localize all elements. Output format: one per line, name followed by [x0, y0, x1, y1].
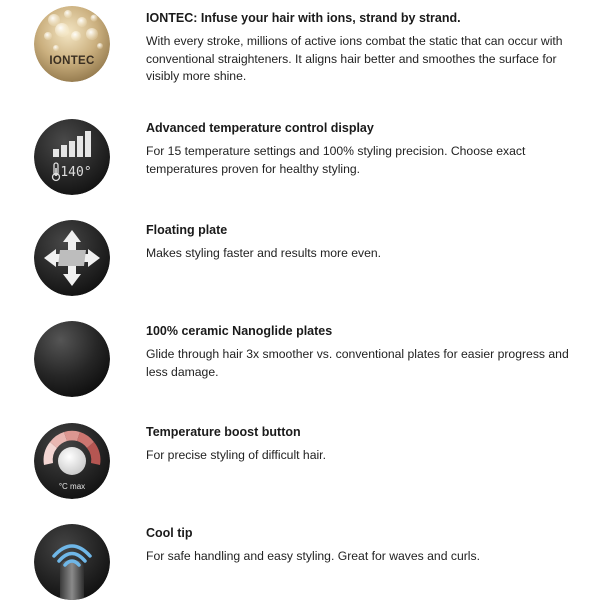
feature-description: Makes styling faster and results more even. [146, 246, 382, 260]
feature-title: Advanced temperature control display [146, 121, 374, 135]
feature-title: Cool tip [146, 526, 193, 540]
temperature-readout: 140° [60, 165, 92, 180]
feature-title: Floating plate [146, 223, 228, 237]
ceramic-plate-icon [34, 321, 110, 397]
cool-tip-icon [34, 524, 110, 600]
feature-description: For safe handling and easy styling. Great for waves and curls. [146, 549, 480, 563]
iontec-icon [34, 6, 110, 82]
feature-title: 100% ceramic Nanoglide plates [146, 324, 333, 338]
floating-plate-icon [34, 220, 110, 296]
boost-button-label: °C max [58, 482, 86, 491]
temperature-display-icon [34, 119, 110, 195]
boost-button-icon [34, 423, 110, 499]
feature-description: For precise styling of difficult hair. [146, 448, 326, 462]
feature-description: With every stroke, millions of active ions combat the static that can occur with conventional straighteners. It aligns hair better and smoothes the surface for visibly more shine. [146, 34, 563, 83]
feature-title: Temperature boost button [146, 425, 301, 439]
feature-description: Glide through hair 3x smoother vs. conventional plates for easier progress and less damage. [146, 347, 569, 379]
feature-description: For 15 temperature settings and 100% styling precision. Choose exact temperatures proven for healthy styling. [146, 144, 526, 176]
feature-title: IONTEC: Infuse your hair with ions, strand by strand. [146, 11, 461, 25]
iontec-icon-label: IONTEC [49, 55, 95, 67]
